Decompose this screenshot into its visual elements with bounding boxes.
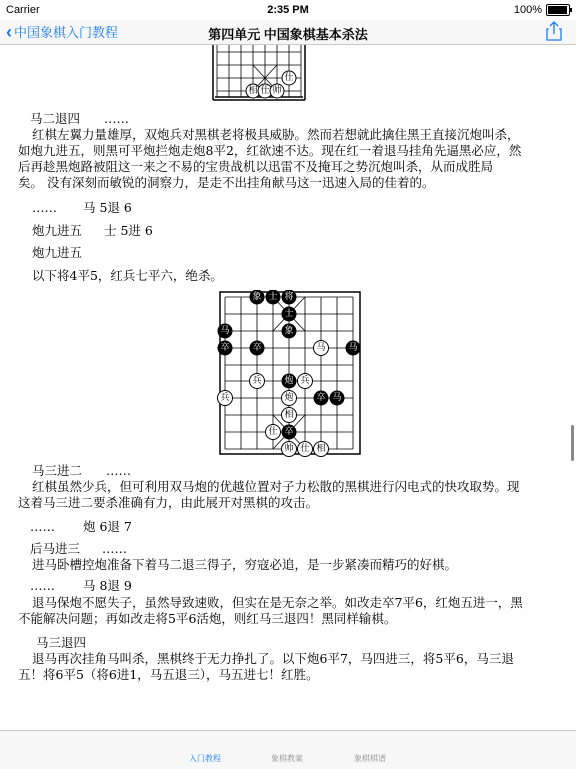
status-time: 2:35 PM (267, 4, 309, 16)
tab-bar (0, 730, 576, 769)
svg-text:卒: 卒 (252, 343, 262, 353)
svg-text:兵: 兵 (252, 376, 262, 386)
move-line: 炮九进五 士 5进 6 (32, 223, 153, 238)
svg-text:相: 相 (248, 86, 258, 96)
tab-lesson-plans[interactable]: 象棋教案 (271, 754, 303, 763)
svg-text:帅: 帅 (272, 86, 282, 96)
commentary-paragraph: 以下将4平5，红兵七平六，绝杀。 (32, 268, 223, 283)
move-line: …… 马 8退 9 (30, 578, 132, 593)
svg-text:相: 相 (284, 410, 294, 420)
top-chess-board (205, 45, 315, 103)
battery-percent: 100% (513, 4, 542, 16)
article-content (0, 45, 576, 730)
svg-text:帅: 帅 (284, 444, 294, 454)
commentary-paragraph: 退马保炮不愿失子，虽然导致速败，但实在是无奈之举。如改走卒7平6，红炮五进一，黑 不能解决问题；再如改走将5平6活炮，则红马三退四！黑同样输棋。 (18, 595, 523, 626)
svg-text:将: 将 (284, 292, 294, 302)
chevron-left-icon: ‹ (6, 21, 12, 42)
carrier-label: Carrier (6, 4, 40, 16)
scroll-indicator[interactable] (571, 425, 574, 461)
svg-text:马: 马 (220, 326, 230, 336)
svg-text:马: 马 (316, 343, 326, 353)
tab-tutorial[interactable]: 入门教程 (189, 754, 221, 763)
move-line: 马二退四 …… (30, 111, 129, 126)
svg-text:马: 马 (332, 393, 342, 403)
status-bar (0, 0, 576, 20)
svg-text:士: 士 (268, 292, 278, 302)
svg-text:卒: 卒 (220, 343, 230, 353)
navigation-bar (0, 20, 576, 45)
tab-game-records[interactable]: 象棋棋谱 (354, 754, 386, 763)
share-button[interactable] (546, 21, 562, 46)
svg-text:仕: 仕 (268, 427, 278, 437)
svg-text:卒: 卒 (316, 393, 326, 403)
commentary-paragraph: 红棋左翼力量雄厚，双炮兵对黑棋老将极具威胁。然而若想就此擒住黑王直接沉炮叫杀， 如炮九进五，则黑可平炮拦炮走炮8平2，红欲速不达。现在红一着退马挂角先逼黑必应，然 后再趁黑炮路被阻这一来之不易的宝贵战机以迅雷不及掩耳之势沉炮叫杀，从而成胜局 矣。 没有深刻而敏锐的洞察力，是走不出挂角献马这一迅速入局的佳着的。 (18, 127, 522, 190)
move-line: …… 炮 6退 7 (30, 519, 132, 534)
svg-text:卒: 卒 (284, 427, 294, 437)
back-label: 中国象棋入门教程 (14, 25, 119, 40)
chess-board (215, 290, 365, 458)
svg-text:象: 象 (252, 292, 262, 302)
svg-text:象: 象 (284, 326, 294, 336)
commentary-paragraph: 进马卧槽控炮准备下着马二退三得子，穷寇必追，是一步紧凑而精巧的好棋。 (32, 557, 458, 572)
svg-text:马: 马 (348, 343, 358, 353)
commentary-paragraph: 退马再次挂角马叫杀，黑棋终于无力挣扎了。以下炮6平7，马四进三，将5平6，马三退 五！将6平5（将6进1，马五退三），马五进七！红胜。 (18, 651, 514, 682)
commentary-paragraph: 红棋虽然少兵，但可利用双马炮的优越位置对子力松散的黑棋进行闪电式的快攻取势。现 这着马三进二要杀准确有力，由此展开对黑棋的攻击。 (18, 479, 520, 510)
move-line: 马三退四 (36, 635, 87, 650)
svg-text:仕: 仕 (260, 86, 270, 96)
move-line: …… 马 5退 6 (32, 200, 132, 215)
svg-text:仕: 仕 (300, 444, 310, 454)
share-icon (546, 21, 562, 41)
svg-text:炮: 炮 (284, 376, 294, 386)
svg-text:兵: 兵 (300, 376, 310, 386)
svg-text:炮: 炮 (284, 393, 294, 403)
svg-text:仕: 仕 (284, 73, 294, 83)
svg-text:兵: 兵 (220, 393, 230, 403)
svg-text:士: 士 (284, 309, 294, 319)
page-title: 第四单元 中国象棋基本杀法 (208, 27, 368, 42)
move-line: 马三进二 …… (32, 463, 131, 478)
move-line: 后马进三 …… (30, 541, 127, 556)
battery-icon (546, 4, 570, 16)
move-line: 炮九进五 (32, 245, 83, 260)
svg-text:相: 相 (316, 444, 326, 454)
